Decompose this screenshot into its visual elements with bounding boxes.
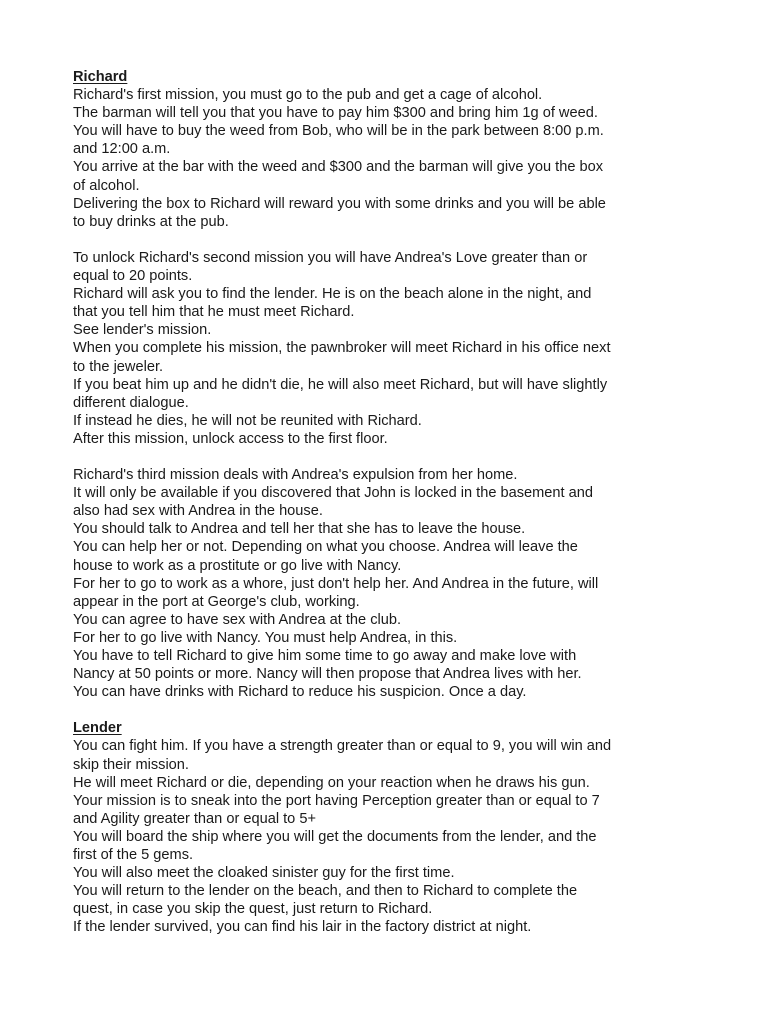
text-line: skip their mission. xyxy=(73,756,189,773)
text-line: After this mission, unlock access to the first floor. xyxy=(73,430,388,447)
text-line: It will only be available if you discovered that John is locked in the basement and xyxy=(73,485,594,502)
text-line: that you tell him that he must meet Richard. xyxy=(73,304,355,321)
text-line: of alcohol. xyxy=(73,177,140,194)
text-line: You should talk to Andrea and tell her that she has to leave the house. xyxy=(73,521,526,538)
text-line: You will board the ship where you will get the documents from the lender, and the xyxy=(73,828,597,845)
text-line: Nancy at 50 points or more. Nancy will then propose that Andrea lives with her. xyxy=(73,666,582,683)
text-line: and Agility greater than or equal to 5+ xyxy=(73,810,316,827)
text-line: When you complete his mission, the pawnbroker will meet Richard in his office next xyxy=(73,340,611,357)
text-line: You will also meet the cloaked sinister guy for the first time. xyxy=(73,865,455,882)
text-line: Richard's third mission deals with Andrea's expulsion from her home. xyxy=(73,467,518,484)
paragraph xyxy=(73,86,713,231)
text-line: You have to tell Richard to give him some time to go away and make love with xyxy=(73,648,577,664)
section-spacer xyxy=(73,701,713,719)
text-line: You arrive at the bar with the weed and $300 and the barman will give you the box xyxy=(73,159,604,176)
text-line: You can help her or not. Depending on what you choose. Andrea will leave the xyxy=(73,539,578,556)
text-line: appear in the port at George's club, working. xyxy=(73,593,360,610)
text-line: For her to go to work as a whore, just don't help her. And Andrea in the future, will xyxy=(73,575,599,592)
section-lender xyxy=(73,719,713,936)
text-line: to the jeweler. xyxy=(73,358,164,375)
paragraph-spacer xyxy=(73,448,713,466)
text-line: You can fight him. If you have a strength greater than or equal to 9, you will win and xyxy=(73,738,612,755)
section-heading: Richard xyxy=(73,69,128,85)
text-line: first of the 5 gems. xyxy=(73,847,194,864)
text-line: He will meet Richard or die, depending on your reaction when he draws his gun. xyxy=(73,774,590,791)
text-line: to buy drinks at the pub. xyxy=(73,213,229,230)
paragraph-spacer xyxy=(73,231,713,249)
text-line: See lender's mission. xyxy=(73,322,212,339)
paragraph xyxy=(73,466,713,701)
text-line: different dialogue. xyxy=(73,394,189,411)
section-richard xyxy=(73,68,713,701)
text-line: To unlock Richard's second mission you will have Andrea's Love greater than or xyxy=(73,249,588,266)
text-line: For her to go live with Nancy. You must help Andrea, in this. xyxy=(73,629,458,646)
text-line: If instead he dies, he will not be reunited with Richard. xyxy=(73,412,422,429)
text-line: quest, in case you skip the quest, just return to Richard. xyxy=(73,901,433,918)
paragraph xyxy=(73,737,713,936)
text-line: house to work as a prostitute or go live with Nancy. xyxy=(73,557,402,574)
text-line: Richard will ask you to find the lender. He is on the beach alone in the night, and xyxy=(73,286,592,303)
text-line: If you beat him up and he didn't die, he will also meet Richard, but will have slightly xyxy=(73,376,608,393)
document-body xyxy=(73,68,713,937)
paragraph xyxy=(73,249,713,448)
text-line: The barman will tell you that you have to pay him $300 and bring him 1g of weed. xyxy=(73,105,598,122)
text-line: Your mission is to sneak into the port having Perception greater than or equal to 7 xyxy=(73,792,600,809)
section-heading: Lender xyxy=(73,720,122,737)
text-line: equal to 20 points. xyxy=(73,268,193,285)
text-line: Richard's first mission, you must go to the pub and get a cage of alcohol. xyxy=(73,87,543,104)
text-line: If the lender survived, you can find his lair in the factory district at night. xyxy=(73,919,532,936)
text-line: and 12:00 a.m. xyxy=(73,141,171,158)
text-line: You can agree to have sex with Andrea at the club. xyxy=(73,611,402,628)
text-line: also had sex with Andrea in the house. xyxy=(73,503,323,520)
text-line: You can have drinks with Richard to reduce his suspicion. Once a day. xyxy=(73,684,527,701)
text-line: Delivering the box to Richard will reward you with some drinks and you will be able xyxy=(73,195,606,212)
text-line: You will return to the lender on the beach, and then to Richard to complete the xyxy=(73,883,578,900)
text-line: You will have to buy the weed from Bob, who will be in the park between 8:00 p.m. xyxy=(73,123,604,140)
